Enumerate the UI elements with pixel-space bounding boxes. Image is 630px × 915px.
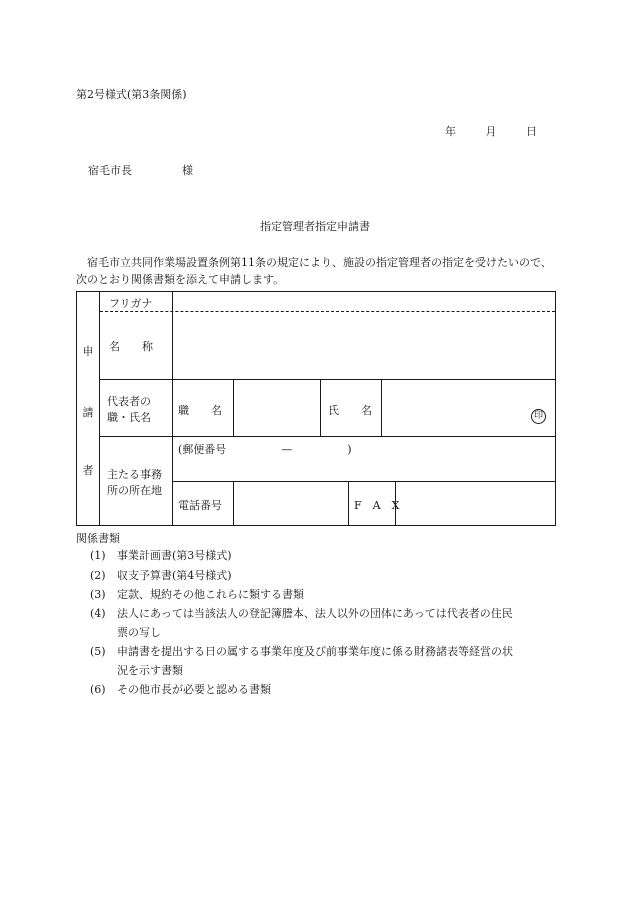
position-label: 職 名: [178, 404, 222, 417]
document-item-text: 法人にあっては当該法人の登記簿謄本、法人以外の団体にあっては代表者の住民: [117, 607, 513, 620]
document-item-number: (1): [90, 549, 106, 562]
date-month: 月: [485, 125, 497, 138]
document-item-number: (5): [90, 645, 106, 658]
representative-label-line1: 代表者の: [107, 395, 151, 408]
fax-label: F A X: [354, 499, 400, 512]
document-item-text: 事業計画書(第3号様式): [117, 549, 232, 562]
office-label-line2: 所の所在地: [107, 484, 162, 497]
document-item-number: (4): [90, 607, 106, 620]
date-day: 日: [526, 125, 537, 138]
addressee: [88, 162, 193, 178]
document-item-1: [90, 546, 560, 565]
document-item-5: [90, 642, 560, 680]
postal-code-label: (郵便番号 — ): [178, 443, 352, 456]
addressee-suffix: 様: [182, 164, 193, 177]
document-item-2: [90, 566, 560, 585]
applicant-char-2: 請: [82, 406, 94, 419]
applicant-char-1: 申: [82, 345, 94, 358]
intro-paragraph: 宿毛市立共同作業場設置条例第11条の規定により、施設の指定管理者の指定を受けたいので、次のとおり関係書類を添えて申請します。: [76, 256, 552, 286]
addressee-name: 宿毛市長: [88, 164, 132, 177]
document-title: 指定管理者指定申請書: [260, 220, 370, 233]
document-item-number: (3): [90, 588, 106, 601]
document-item-continuation: 票の写し: [117, 626, 161, 639]
document-item-text: その他市長が必要と認める書類: [117, 683, 271, 696]
document-item-number: (2): [90, 569, 106, 582]
form-number: 第2号様式(第3条関係): [76, 88, 187, 101]
related-documents-heading: 関係書類: [76, 532, 120, 545]
seal-mark: 印: [531, 409, 546, 424]
document-item-4: [90, 604, 560, 642]
name-label: 名 称: [109, 340, 153, 353]
document-item-continuation: 況を示す書類: [117, 664, 183, 677]
office-label-line1: 主たる事務: [107, 468, 162, 481]
date-year: 年: [445, 125, 456, 138]
person-name-label: 氏 名: [328, 404, 372, 417]
document-item-text: 収支予算書(第4号様式): [117, 569, 232, 582]
representative-label-line2: 職・氏名: [107, 411, 151, 424]
document-item-6: [90, 680, 560, 699]
document-item-3: [90, 585, 560, 604]
document-item-text: 定款、規約その他これらに類する書類: [117, 588, 304, 601]
document-item-text: 申請書を提出する日の属する事業年度及び前事業年度に係る財務諸表等経営の状: [117, 645, 513, 658]
applicant-char-3: 者: [82, 464, 94, 477]
phone-label: 電話番号: [178, 499, 222, 512]
document-item-number: (6): [90, 683, 106, 696]
furigana-label: フリガナ: [109, 297, 153, 310]
application-table: [76, 291, 556, 526]
date-line: [445, 123, 537, 139]
